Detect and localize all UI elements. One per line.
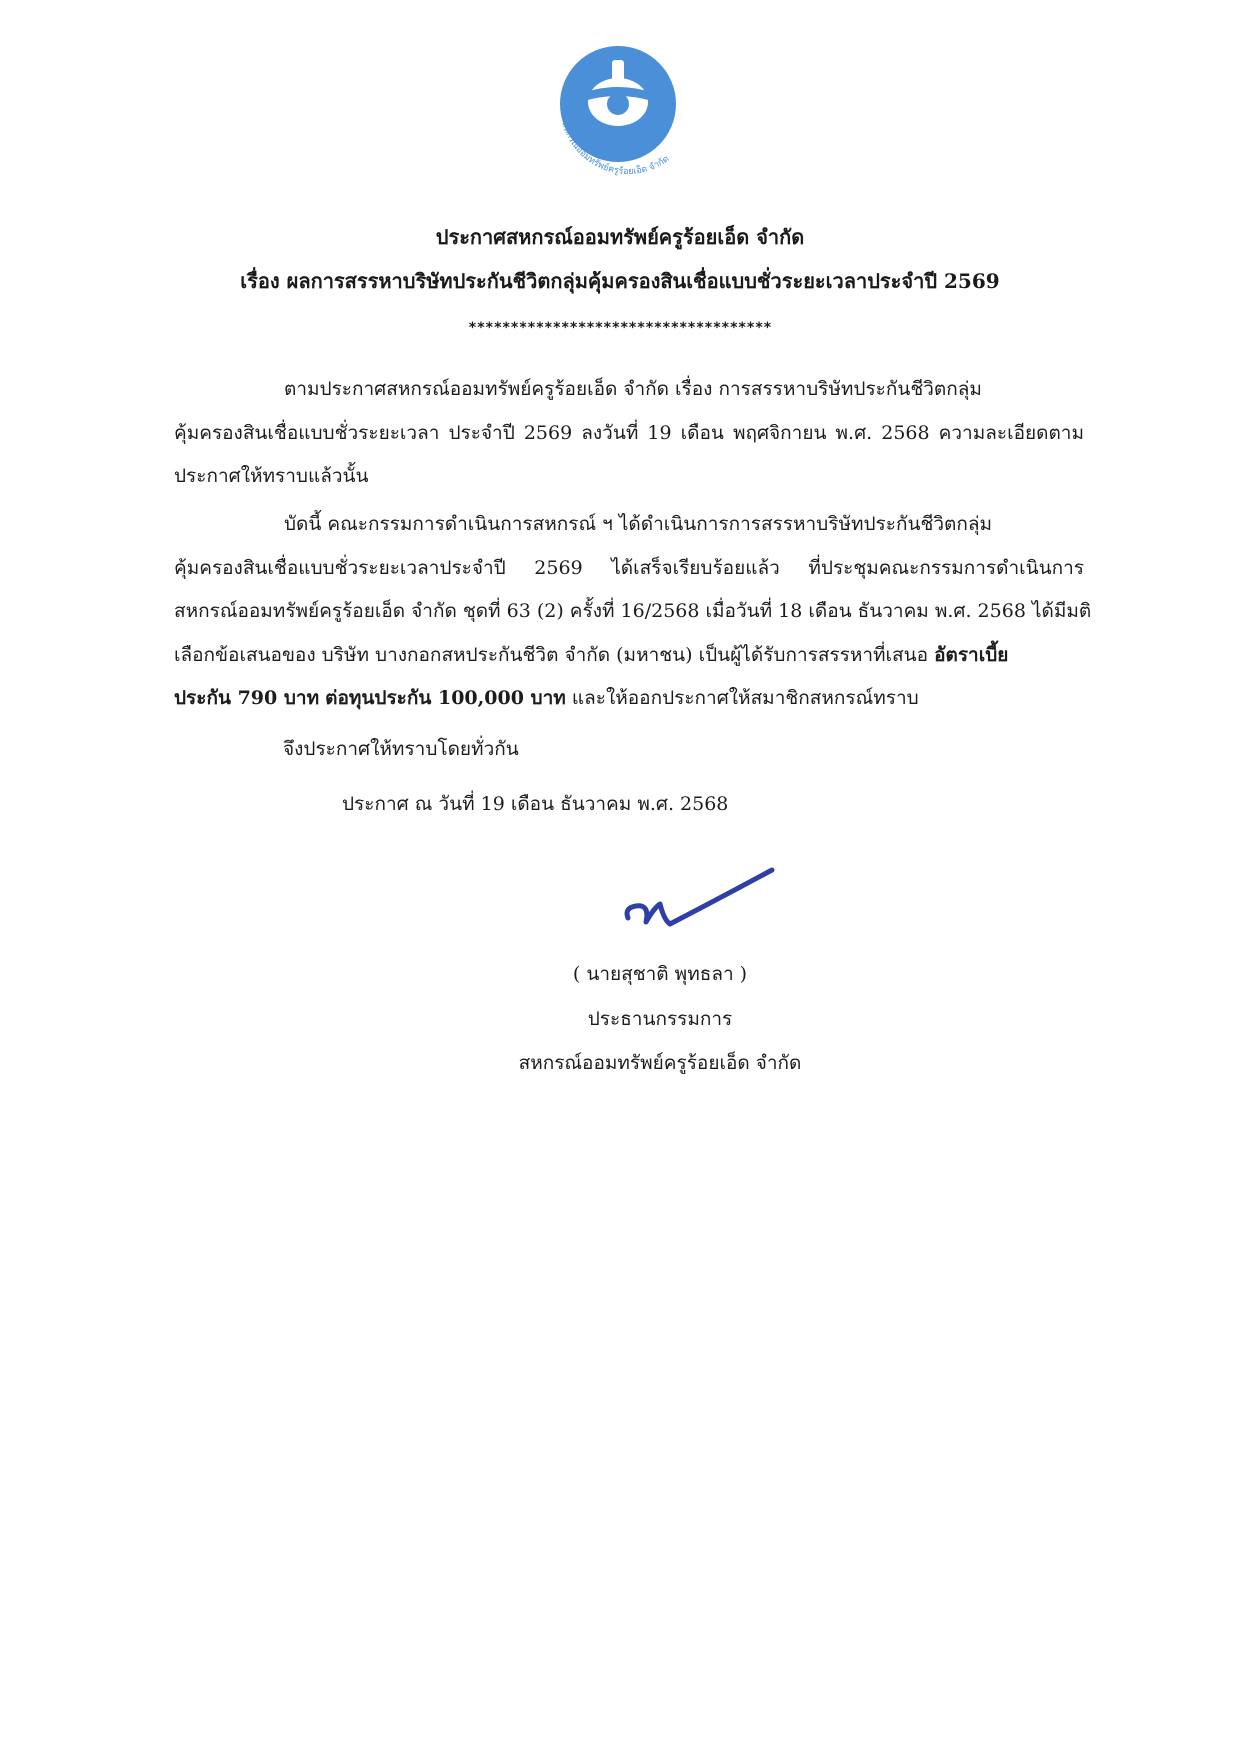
handwritten-signature-icon <box>620 858 780 958</box>
paragraph-text: และให้ออกประกาศให้สมาชิกสหกรณ์ทราบ <box>565 687 919 709</box>
paragraph-line: ตามประกาศสหกรณ์ออมทรัพย์ครูร้อยเอ็ด จำกัด เรื่อง การสรรหาบริษัทประกันชีวิตกลุ่ม <box>284 378 982 400</box>
separator-line: ************************************ <box>468 320 772 336</box>
announcement-title: ประกาศสหกรณ์ออมทรัพย์ครูร้อยเอ็ด จำกัด <box>435 225 805 249</box>
paragraph-text: เลือกข้อเสนอของ บริษัท บางกอกสหประกันชีวิต จำกัด (มหาชน) เป็นผู้ได้รับการสรรหาที่เสนอ <box>174 643 935 666</box>
paragraph-line <box>174 634 1084 678</box>
paragraph-line <box>174 677 1084 721</box>
announcement-subject: เรื่อง ผลการสรรหาบริษัทประกันชีวิตกลุ่มคุ้มครองสินเชื่อแบบชั่วระยะเวลาประจำปี 2569 <box>240 269 1000 293</box>
closing-statement: จึงประกาศให้ทราบโดยทั่วกัน <box>283 738 519 760</box>
paragraph-line: สหกรณ์ออมทรัพย์ครูร้อยเอ็ด จำกัด ชุดที่ 63 (2) ครั้งที่ 16/2568 เมื่อวันที่ 18 เดือน ธันวาคม พ.ศ. 2568 ได้มีมติ <box>174 600 1092 622</box>
premium-amount: ประกัน 790 บาท <box>174 687 320 709</box>
paragraph-line: คุ้มครองสินเชื่อแบบชั่วระยะเวลาประจำปี 2569 ได้เสร็จเรียบร้อยแล้ว ที่ประชุมคณะกรรมการดำเนินการ <box>174 556 1084 579</box>
paragraph-reference <box>174 368 1084 499</box>
signatory-position: ประธานกรรมการ <box>587 1008 733 1030</box>
premium-rate-label: อัตราเบี้ย <box>934 643 1009 666</box>
signatory-name: ( นายสุชาติ พุทธลา ) <box>572 963 748 985</box>
paragraph-result <box>174 503 1092 721</box>
paragraph-line: บัดนี้ คณะกรรมการดำเนินการสหกรณ์ ฯ ได้ดำเนินการการสรรหาบริษัทประกันชีวิตกลุ่ม <box>284 513 993 535</box>
signatory-organization: สหกรณ์ออมทรัพย์ครูร้อยเอ็ด จำกัด <box>518 1052 802 1074</box>
coverage-amount: ต่อทุนประกัน 100,000 บาท <box>325 687 566 709</box>
paragraph-line: คุ้มครองสินเชื่อแบบชั่วระยะเวลา ประจำปี 2569 ลงวันที่ 19 เดือน พฤศจิกายน พ.ศ. 2568 ความละเอียดตาม <box>174 421 1084 444</box>
announcement-date: ประกาศ ณ วันที่ 19 เดือน ธันวาคม พ.ศ. 2568 <box>342 793 729 815</box>
seal-ring-text: สหกรณ์ออมทรัพย์ครูร้อยเอ็ด จำกัด <box>559 120 672 178</box>
cooperative-seal-icon <box>548 46 708 186</box>
paragraph-line: ประกาศให้ทราบแล้วนั้น <box>174 465 369 487</box>
